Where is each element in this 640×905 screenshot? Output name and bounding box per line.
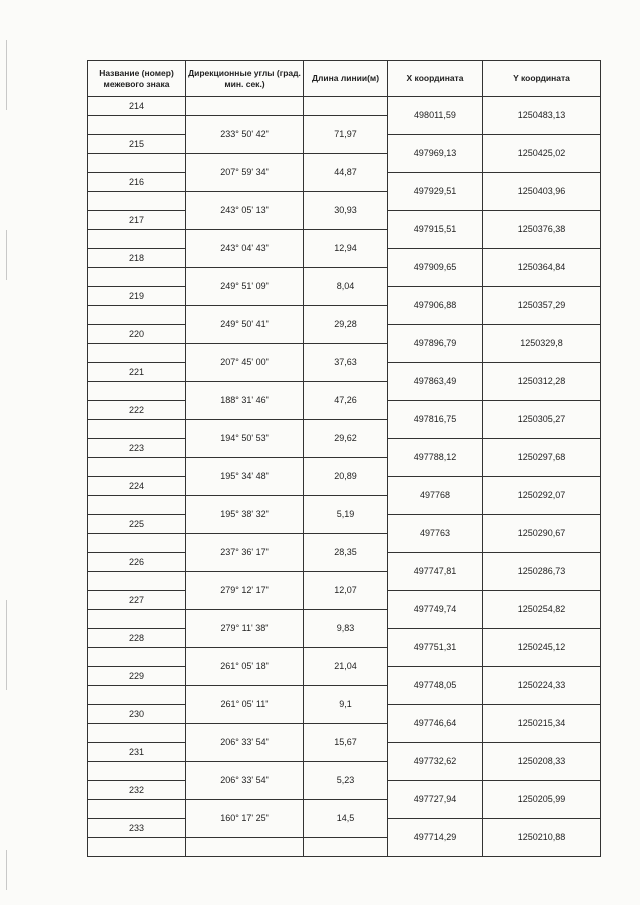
- y-coordinate: 1250483,13: [483, 97, 601, 135]
- point-name: 220: [88, 325, 186, 344]
- x-coordinate: 497763: [388, 515, 483, 553]
- y-coordinate: 1250292,07: [483, 477, 601, 515]
- header-line-length: Длина линии(м): [304, 61, 388, 97]
- x-coordinate: 497909,65: [388, 249, 483, 287]
- x-coordinate: 497969,13: [388, 135, 483, 173]
- x-coordinate: 497714,29: [388, 819, 483, 857]
- x-coordinate: 497732,62: [388, 743, 483, 781]
- y-coordinate: 1250297,68: [483, 439, 601, 477]
- line-length: 12,94: [304, 230, 388, 268]
- point-name: 226: [88, 553, 186, 572]
- direction-angle: 261° 05' 18": [186, 648, 304, 686]
- line-length: 28,35: [304, 534, 388, 572]
- point-name: 233: [88, 819, 186, 838]
- angle-cell-empty: [186, 97, 304, 116]
- direction-angle: 261° 05' 11": [186, 686, 304, 724]
- y-coordinate: 1250290,67: [483, 515, 601, 553]
- scan-margin-mark: [6, 850, 7, 890]
- y-coordinate: 1250357,29: [483, 287, 601, 325]
- header-point-name: Название (номер) межевого знака: [88, 61, 186, 97]
- y-coordinate: 1250245,12: [483, 629, 601, 667]
- y-coordinate: 1250312,28: [483, 363, 601, 401]
- point-name: 221: [88, 363, 186, 382]
- scan-margin-mark: [6, 230, 7, 280]
- name-cell-empty: [88, 344, 186, 363]
- name-cell-empty: [88, 762, 186, 781]
- length-cell-empty: [304, 838, 388, 857]
- y-coordinate: 1250403,96: [483, 173, 601, 211]
- direction-angle: 195° 38' 32": [186, 496, 304, 534]
- point-name: 227: [88, 591, 186, 610]
- name-cell-empty: [88, 800, 186, 819]
- point-name: 219: [88, 287, 186, 306]
- y-coordinate: 1250425,02: [483, 135, 601, 173]
- name-cell-empty: [88, 382, 186, 401]
- y-coordinate: 1250254,82: [483, 591, 601, 629]
- line-length: 29,28: [304, 306, 388, 344]
- name-cell-empty: [88, 686, 186, 705]
- x-coordinate: 497748,05: [388, 667, 483, 705]
- line-length: 21,04: [304, 648, 388, 686]
- direction-angle: 207° 59' 34": [186, 154, 304, 192]
- name-cell-empty: [88, 838, 186, 857]
- x-coordinate: 497727,94: [388, 781, 483, 819]
- y-coordinate: 1250224,33: [483, 667, 601, 705]
- point-name: 217: [88, 211, 186, 230]
- point-name: 215: [88, 135, 186, 154]
- name-cell-empty: [88, 458, 186, 477]
- direction-angle: 206° 33' 54": [186, 762, 304, 800]
- line-length: 9,1: [304, 686, 388, 724]
- y-coordinate: 1250329,8: [483, 325, 601, 363]
- direction-angle: 249° 50' 41": [186, 306, 304, 344]
- y-coordinate: 1250210,88: [483, 819, 601, 857]
- direction-angle: 233° 50' 42": [186, 116, 304, 154]
- boundary-table-container: [87, 60, 601, 857]
- direction-angle: 243° 04' 43": [186, 230, 304, 268]
- point-row: [88, 97, 601, 116]
- x-coordinate: 497747,81: [388, 553, 483, 591]
- name-cell-empty: [88, 230, 186, 249]
- y-coordinate: 1250364,84: [483, 249, 601, 287]
- direction-angle: 194° 50' 53": [186, 420, 304, 458]
- name-cell-empty: [88, 154, 186, 173]
- point-name: 232: [88, 781, 186, 800]
- line-length: 5,23: [304, 762, 388, 800]
- table-body: [88, 61, 601, 857]
- name-cell-empty: [88, 268, 186, 287]
- x-coordinate: 497749,74: [388, 591, 483, 629]
- x-coordinate: 497746,64: [388, 705, 483, 743]
- point-name: 229: [88, 667, 186, 686]
- angle-cell-empty: [186, 838, 304, 857]
- point-name: 228: [88, 629, 186, 648]
- y-coordinate: 1250205,99: [483, 781, 601, 819]
- line-length: 8,04: [304, 268, 388, 306]
- x-coordinate: 497788,12: [388, 439, 483, 477]
- scan-margin-mark: [6, 600, 7, 690]
- point-name: 216: [88, 173, 186, 192]
- name-cell-empty: [88, 116, 186, 135]
- direction-angle: 188° 31' 46": [186, 382, 304, 420]
- name-cell-empty: [88, 610, 186, 629]
- direction-angle: 206° 33' 54": [186, 724, 304, 762]
- line-length: 30,93: [304, 192, 388, 230]
- line-length: 14,5: [304, 800, 388, 838]
- line-length: 5,19: [304, 496, 388, 534]
- scan-margin-mark: [6, 40, 7, 110]
- direction-angle: 237° 36' 17": [186, 534, 304, 572]
- x-coordinate: 497915,51: [388, 211, 483, 249]
- direction-angle: 207° 45' 00": [186, 344, 304, 382]
- point-name: 223: [88, 439, 186, 458]
- direction-angle: 279° 12' 17": [186, 572, 304, 610]
- length-cell-empty: [304, 97, 388, 116]
- y-coordinate: 1250286,73: [483, 553, 601, 591]
- point-name: 222: [88, 401, 186, 420]
- name-cell-empty: [88, 572, 186, 591]
- point-name: 225: [88, 515, 186, 534]
- line-length: 71,97: [304, 116, 388, 154]
- line-length: 12,07: [304, 572, 388, 610]
- direction-angle: 249° 51' 09": [186, 268, 304, 306]
- point-name: 224: [88, 477, 186, 496]
- y-coordinate: 1250376,38: [483, 211, 601, 249]
- point-name: 231: [88, 743, 186, 762]
- direction-angle: 195° 34' 48": [186, 458, 304, 496]
- line-length: 15,67: [304, 724, 388, 762]
- table-header-row: [88, 61, 601, 97]
- x-coordinate: 497896,79: [388, 325, 483, 363]
- y-coordinate: 1250305,27: [483, 401, 601, 439]
- direction-angle: 160° 17' 25": [186, 800, 304, 838]
- direction-angle: 243° 05' 13": [186, 192, 304, 230]
- point-name: 218: [88, 249, 186, 268]
- x-coordinate: 498011,59: [388, 97, 483, 135]
- name-cell-empty: [88, 534, 186, 553]
- point-name: 214: [88, 97, 186, 116]
- y-coordinate: 1250208,33: [483, 743, 601, 781]
- x-coordinate: 497816,75: [388, 401, 483, 439]
- line-length: 20,89: [304, 458, 388, 496]
- x-coordinate: 497863,49: [388, 363, 483, 401]
- name-cell-empty: [88, 496, 186, 515]
- line-length: 44,87: [304, 154, 388, 192]
- name-cell-empty: [88, 192, 186, 211]
- x-coordinate: 497751,31: [388, 629, 483, 667]
- line-length: 47,26: [304, 382, 388, 420]
- point-name: 230: [88, 705, 186, 724]
- header-x-coordinate: X координата: [388, 61, 483, 97]
- header-direction-angle: Дирекционные углы (град. мин. сек.): [186, 61, 304, 97]
- name-cell-empty: [88, 724, 186, 743]
- name-cell-empty: [88, 648, 186, 667]
- x-coordinate: 497768: [388, 477, 483, 515]
- direction-angle: 279° 11' 38": [186, 610, 304, 648]
- header-y-coordinate: Y координата: [483, 61, 601, 97]
- line-length: 37,63: [304, 344, 388, 382]
- y-coordinate: 1250215,34: [483, 705, 601, 743]
- x-coordinate: 497929,51: [388, 173, 483, 211]
- name-cell-empty: [88, 420, 186, 439]
- name-cell-empty: [88, 306, 186, 325]
- line-length: 29,62: [304, 420, 388, 458]
- x-coordinate: 497906,88: [388, 287, 483, 325]
- boundary-coordinates-table: [87, 60, 601, 857]
- line-length: 9,83: [304, 610, 388, 648]
